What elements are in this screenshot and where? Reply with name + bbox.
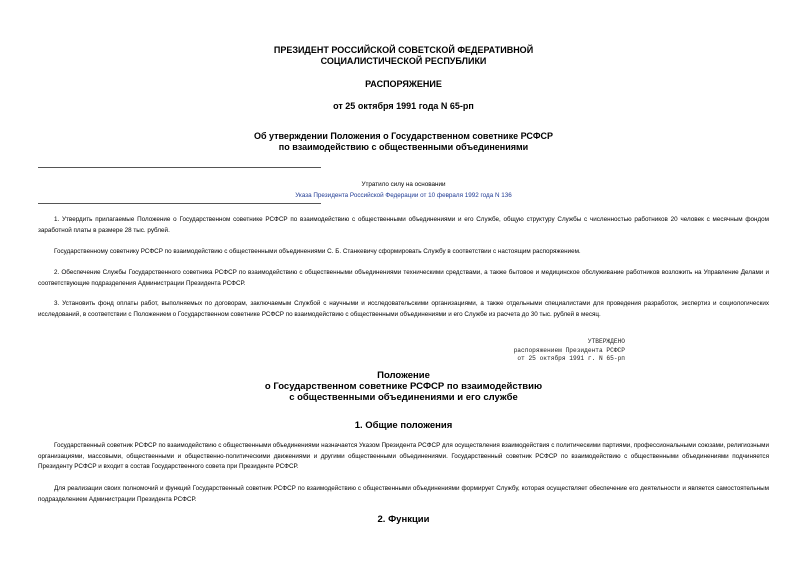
approval-line-3: от 25 октября 1991 г. N 65-рп xyxy=(517,355,625,363)
regulation-subtitle-1: о Государственном советнике РСФСР по взаимодействию xyxy=(264,381,543,392)
divider-top xyxy=(38,167,321,168)
paragraph-2: 2. Обеспечение Службы Государственного советника РСФСР по взаимодействию с общественными объединениями техническими средствами, а также бытовое и медицинское обслуживание работников возложить на Управление Делами и соответствующие подразделения Администрации Президента РСФСР. xyxy=(38,269,769,287)
approval-line-2: распоряжением Президента РСФСР xyxy=(513,346,625,354)
document-date: от 25 октября 1991 года N 65-рп xyxy=(333,101,474,111)
approval-stamp xyxy=(450,338,625,364)
status-label: Утратило силу на основании xyxy=(361,181,446,188)
paragraph-3: 3. Установить фонд оплаты работ, выполняемых по договорам, заключаемым Службой с научными и исследовательскими организациями, а также отдельными специалистами для проведения разработок, экспертиз и социологических исследований, в соответствии с Положением о Государственном советнике РСФСР по взаимодействию с общественными объединениями и его Службе из расчета до 30 тыс. рублей в месяц. xyxy=(38,300,769,318)
document-title-line-2: по взаимодействию с общественными объединениями xyxy=(278,142,529,152)
document-title-line-1: Об утверждении Положения о Государственном советнике РСФСР xyxy=(253,131,554,141)
section-1-heading: 1. Общие положения xyxy=(354,420,453,431)
issuer-line-2: СОЦИАЛИСТИЧЕСКОЙ РЕСПУБЛИКИ xyxy=(320,56,487,66)
section-2-heading: 2. Функции xyxy=(377,514,430,525)
document-type: РАСПОРЯЖЕНИЕ xyxy=(365,79,442,89)
issuer-line-1: ПРЕЗИДЕНТ РОССИЙСКОЙ СОВЕТСКОЙ ФЕДЕРАТИВНОЙ xyxy=(273,45,534,55)
section-1-paragraph-1: Государственный советник РСФСР по взаимодействию с общественными объединениями назначается Указом Президента РСФСР для осуществления взаимодействия с политическими партиями, профессиональными союзами, религиозными организациями, массовыми, общественными и общественно-политическими движениями и другими общественными объединениями. Государственный советник РСФСР по взаимодействию с общественными объединениями подчиняется Президенту РСФСР и входит в состав Государственного совета при Президенте РСФСР. xyxy=(38,442,769,470)
section-1-paragraph-2: Для реализации своих полномочий и функций Государственный советник РСФСР по взаимодействию с общественными объединениями формирует Службу, которая осуществляет обеспечение его деятельности и является самостоятельным подразделением Администрации Президента РСФСР. xyxy=(38,485,769,503)
regulation-title: Положение xyxy=(377,370,430,381)
paragraph-1-note: Государственному советнику РСФСР по взаимодействию с общественными объединениями С. Б. Станкевичу сформировать Службу в соответствии с настоящим распоряжением. xyxy=(54,248,581,255)
divider-bottom xyxy=(38,203,321,204)
paragraph-1: 1. Утвердить прилагаемые Положение о Государственном советнике РСФСР по взаимодействию с общественными объединениями и его Службе, общую структуру Службы с численностью работников 20 человек с месячным фондом заработной платы в размере 28 тыс. рублей. xyxy=(38,216,769,234)
regulation-subtitle-2: с общественными объединениями и его службе xyxy=(289,392,518,403)
repeal-decree-link[interactable]: Указа Президента Российской Федерации от 10 февраля 1992 года N 136 xyxy=(295,192,512,199)
approval-line-1: УТВЕРЖДЕНО xyxy=(587,338,625,345)
